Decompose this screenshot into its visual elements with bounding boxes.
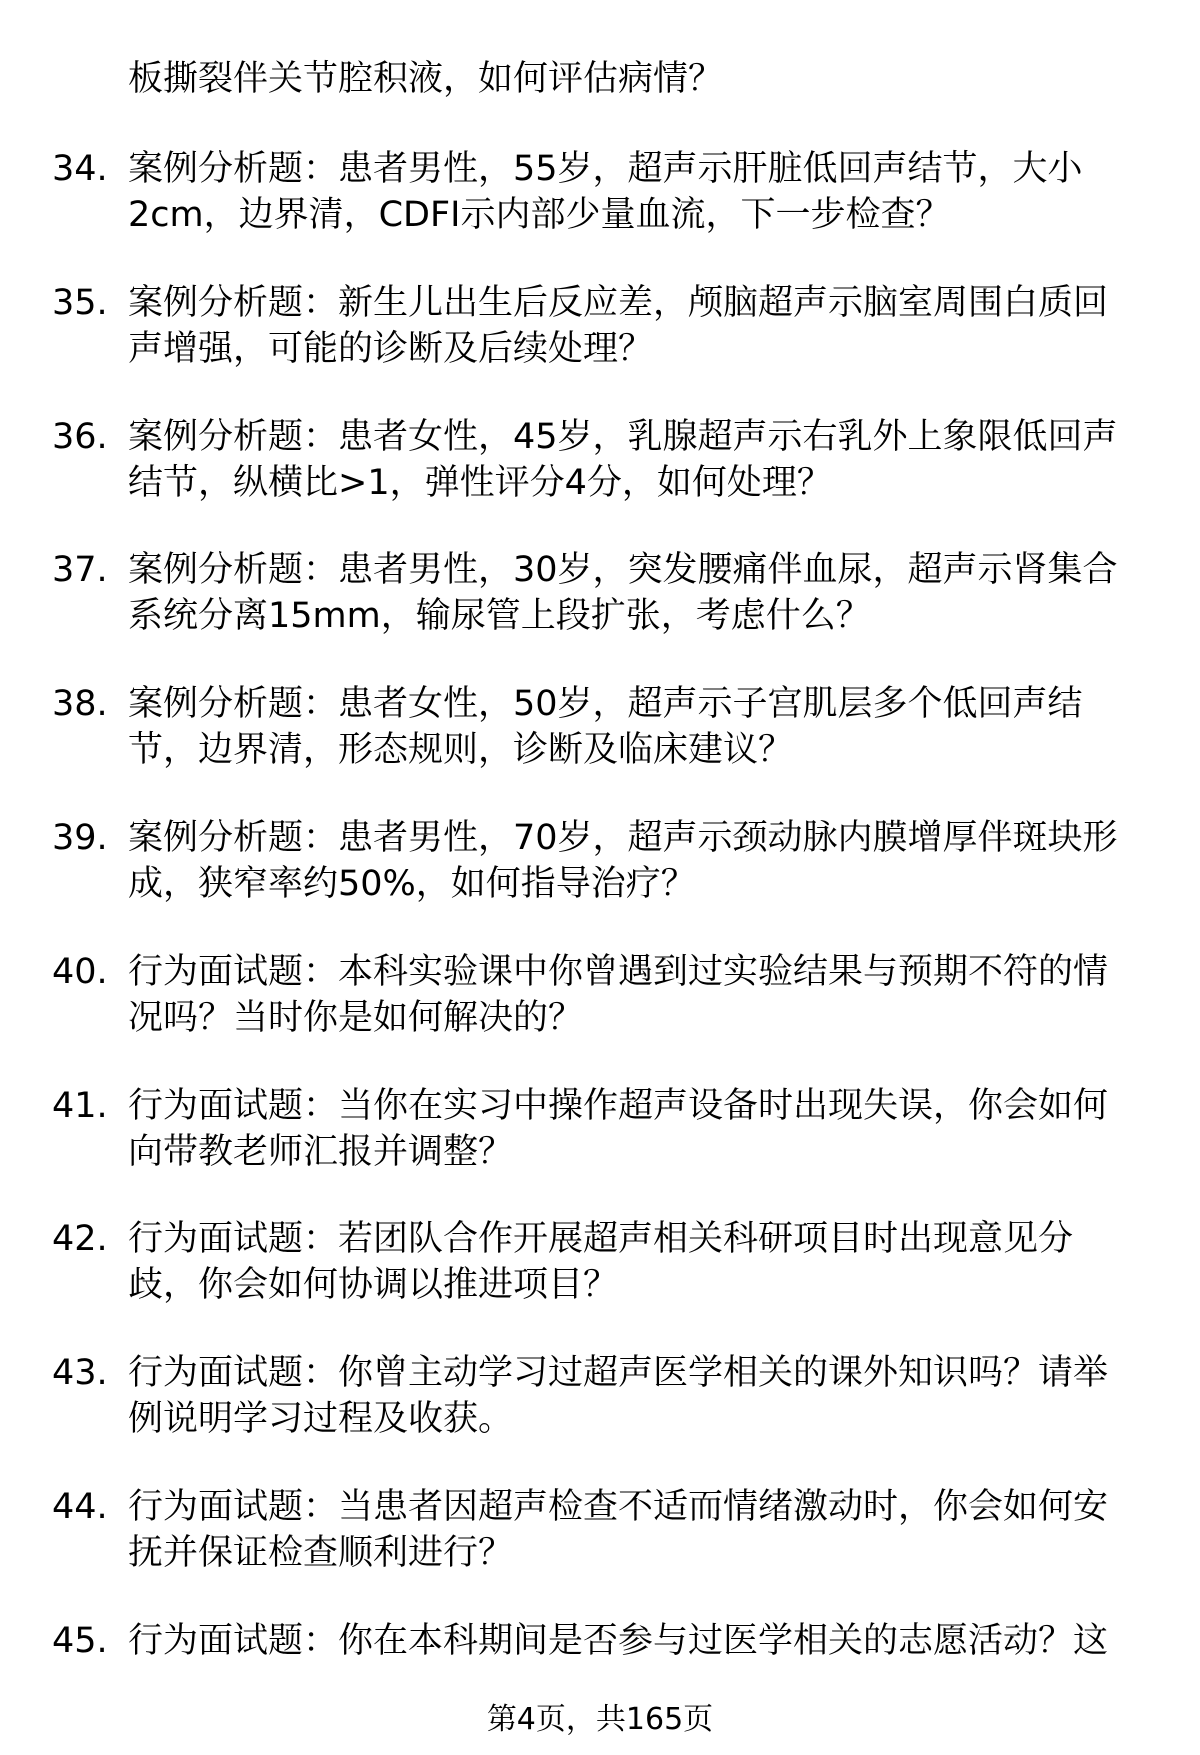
question-line: 例说明学习过程及收获。 [128, 1399, 514, 1440]
question-line: 况吗？当时你是如何解决的？ [128, 997, 584, 1038]
question-line: 抚并保证检查顺利进行？ [128, 1532, 514, 1573]
question-item [0, 1350, 1200, 1442]
question-number: 37. [52, 550, 108, 591]
question-text [128, 1083, 1138, 1175]
question-line: 案例分析题：患者女性，45岁，乳腺超声示右乳外上象限低回声 [128, 416, 1118, 457]
question-line: 案例分析题：患者男性，70岁，超声示颈动脉内膜增厚伴斑块形 [128, 817, 1118, 858]
page-footer: 第4页，共165页 [486, 1702, 714, 1737]
question-text [128, 1484, 1138, 1576]
question-text [128, 1618, 1138, 1664]
question-item [0, 1216, 1200, 1308]
question-number: 39. [52, 817, 108, 858]
question-number: 43. [52, 1353, 108, 1394]
question-line: 向带教老师汇报并调整？ [128, 1131, 514, 1172]
question-line: 案例分析题：新生儿出生后反应差，颅脑超声示脑室周围白质回 [128, 282, 1109, 323]
question-text [128, 949, 1138, 1041]
question-item [0, 1083, 1200, 1175]
question-line: 行为面试题：你曾主动学习过超声医学相关的课外知识吗？请举 [128, 1353, 1109, 1394]
question-text [128, 1350, 1138, 1442]
continuation-text: 板撕裂伴关节腔积液，如何评估病情？ [128, 59, 724, 99]
question-line: 歧，你会如何协调以推进项目？ [128, 1265, 619, 1306]
question-text [128, 414, 1138, 506]
question-line: 行为面试题：本科实验课中你曾遇到过实验结果与预期不符的情 [128, 951, 1109, 992]
question-number: 45. [52, 1620, 108, 1661]
question-item [0, 815, 1200, 907]
question-line: 节，边界清，形态规则，诊断及临床建议？ [128, 730, 794, 771]
question-text [128, 547, 1138, 639]
question-text [128, 1216, 1138, 1308]
question-line: 系统分离15mm，输尿管上段扩张，考虑什么？ [128, 596, 871, 637]
question-number: 42. [52, 1219, 108, 1260]
question-item [0, 280, 1200, 372]
question-number: 41. [52, 1085, 108, 1126]
question-line: 行为面试题：你在本科期间是否参与过医学相关的志愿活动？这 [128, 1620, 1109, 1661]
question-item [0, 146, 1200, 238]
question-line: 行为面试题：若团队合作开展超声相关科研项目时出现意见分 [128, 1219, 1074, 1260]
question-line: 案例分析题：患者男性，55岁，超声示肝脏低回声结节，大小 [128, 149, 1083, 189]
question-list [0, 146, 1200, 1752]
question-item [0, 414, 1200, 506]
question-number: 34. [52, 149, 108, 189]
question-line: 案例分析题：患者女性，50岁，超声示子宫肌层多个低回声结 [128, 684, 1083, 725]
question-text [128, 681, 1138, 773]
question-line: 成，狭窄率约50%，如何指导治疗？ [128, 863, 696, 904]
question-line: 行为面试题：当患者因超声检查不适而情绪激动时，你会如何安 [128, 1486, 1109, 1527]
question-line: 案例分析题：患者男性，30岁，突发腰痛伴血尿，超声示肾集合 [128, 550, 1118, 591]
question-item [0, 681, 1200, 773]
question-line: 行为面试题：当你在实习中操作超声设备时出现失误，你会如何 [128, 1085, 1109, 1126]
question-item [0, 547, 1200, 639]
question-number: 36. [52, 416, 108, 457]
question-text [128, 280, 1138, 372]
question-line: 2cm，边界清，CDFI示内部少量血流，下一步检查？ [128, 195, 951, 235]
question-number: 38. [52, 684, 108, 725]
question-item [0, 1618, 1200, 1710]
question-text [128, 815, 1138, 907]
question-number: 35. [52, 282, 108, 323]
question-item [0, 949, 1200, 1041]
question-number: 44. [52, 1486, 108, 1527]
question-line: 结节，纵横比>1，弹性评分4分，如何处理？ [128, 462, 832, 503]
question-number: 40. [52, 951, 108, 992]
question-text [128, 146, 1138, 238]
question-line: 声增强，可能的诊断及后续处理？ [128, 328, 654, 369]
question-item [0, 1484, 1200, 1576]
